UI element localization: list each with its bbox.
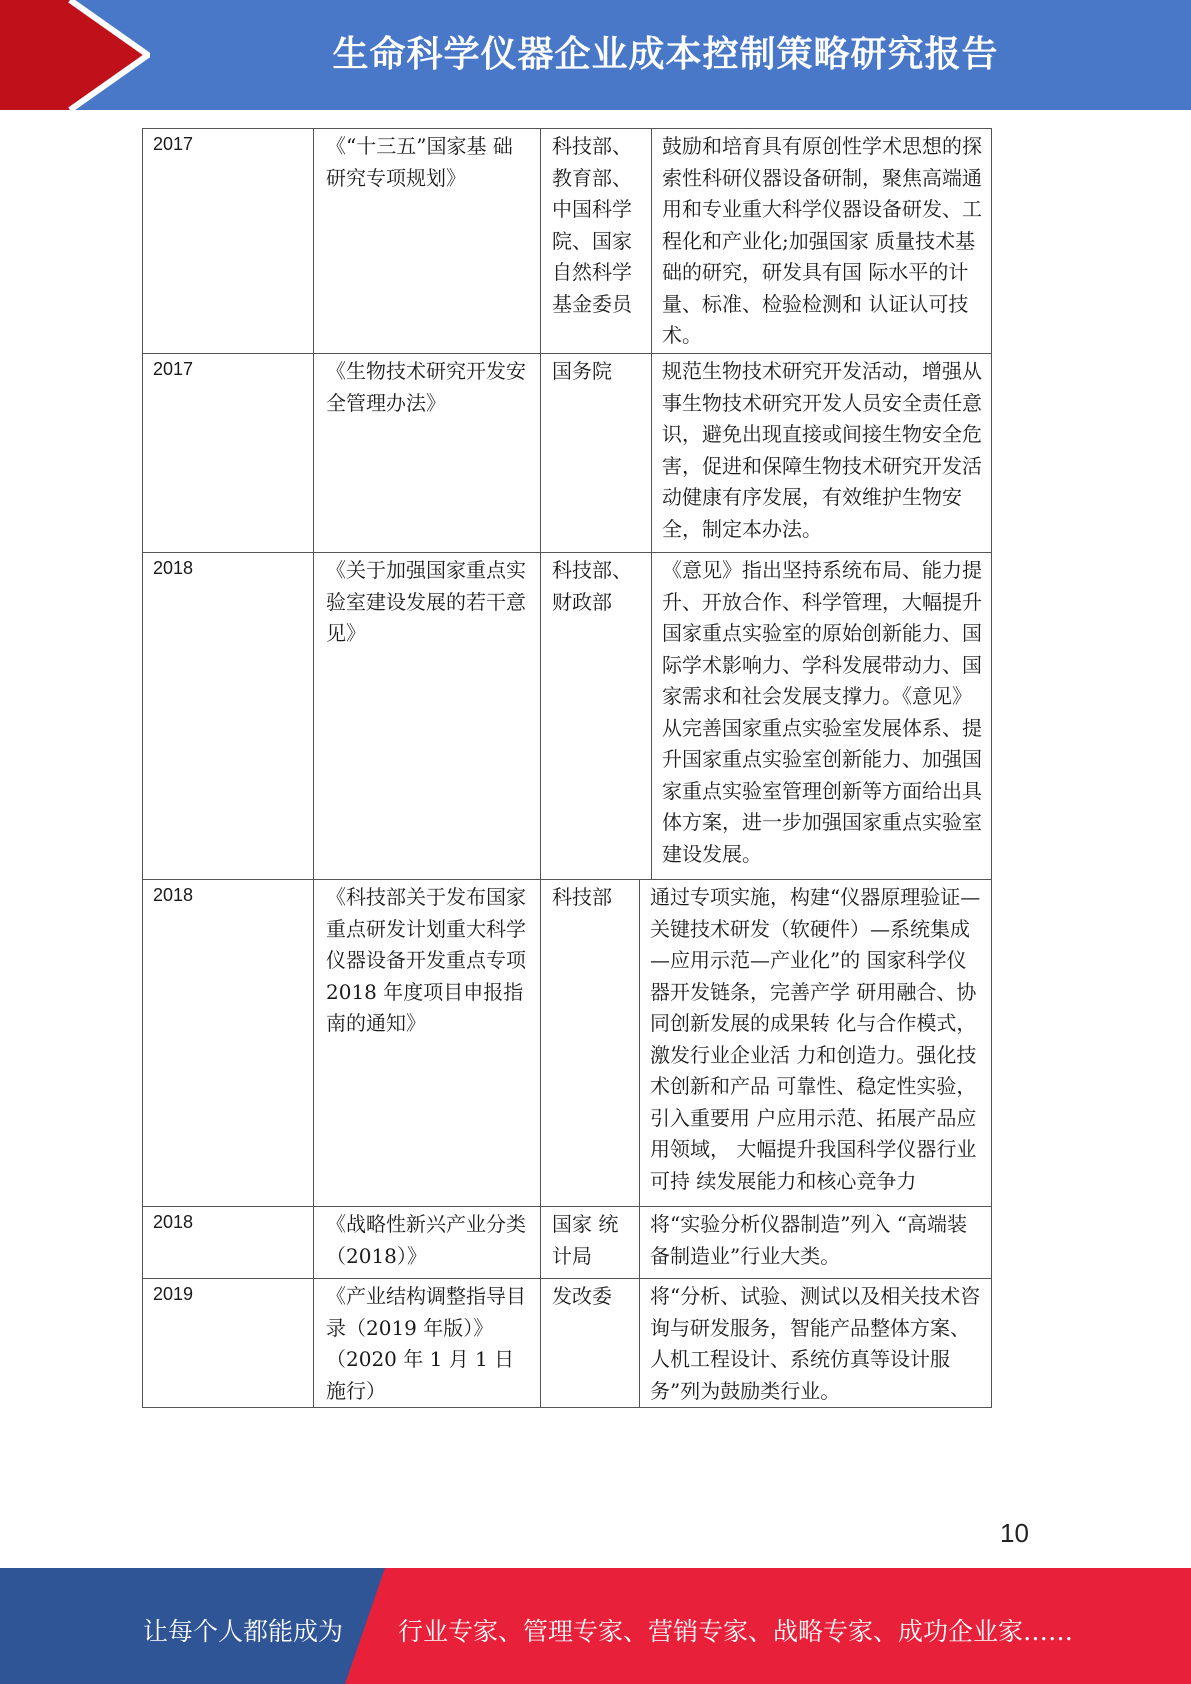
policy-title-cell: 《产业结构调整指导目录（2019 年版）》（2020 年 1 月 1 日施行） [313, 1279, 540, 1407]
policy-title-cell: 《“十三五”国家基 础研究专项规划》 [313, 129, 540, 353]
policy-title-cell: 《生物技术研究开发安全管理办法》 [313, 354, 540, 552]
year-cell: 2018 [153, 885, 194, 905]
policy-title-cell: 《科技部关于发布国家重点研发计划重大科学仪器设备开发重点专项 2018 年度项目申报指南的通知》 [313, 880, 540, 1206]
policy-title-cell: 《关于加强国家重点实验室建设发展的若干意见》 [313, 553, 540, 879]
year-cell: 2017 [153, 134, 194, 154]
page-title: 生命科学仪器企业成本控制策略研究报告 [332, 34, 999, 75]
table-row [143, 353, 991, 552]
description-cell: 通过专项实施，构建“仪器原理验证—关键技术研发（软硬件）—系统集成—应用示范—产业化”的 国家科学仪器开发链条，完善产学 研用融合、协同创新发展的成果转 化与合作模式，激发行业企业活 力和创造力。强化技术创新和产品 可靠性、稳定性实验，引入重要用 户应用示范、拓展产品应用领域， 大幅提升我国科学仪器行业可持 续发展能力和核心竞争力 [639, 880, 991, 1206]
department-cell: 科技部、教育部、中国科学院、国家自然科学基金委员 [540, 129, 639, 353]
description-cell: 鼓励和培育具有原创性学术思想的探索性科研仪器设备研制，聚焦高端通用和专业重大科学仪器设备研发、工程化和产业化;加强国家 质量技术基础的研究，研发具有国 际水平的计量、标准、检验检测和 认证认可技术。 [651, 129, 991, 353]
year-cell: 2017 [153, 359, 194, 379]
table-row [143, 1278, 991, 1407]
page-number: 10 [1000, 1518, 1029, 1548]
description-cell: 将“实验分析仪器制造”列入 “高端装备制造业”行业大类。 [639, 1207, 991, 1278]
table-row [143, 129, 991, 353]
description-cell: 规范生物技术研究开发活动，增强从事生物技术研究开发人员安全责任意识，避免出现直接或间接生物安全危害，促进和保障生物技术研究开发活动健康有序发展，有效维护生物安全，制定本办法。 [651, 354, 991, 552]
department-cell: 国家 统计局 [540, 1207, 639, 1278]
policy-table [142, 128, 992, 1408]
table-row [143, 1206, 991, 1278]
policy-title-cell: 《战略性新兴产业分类（2018）》 [313, 1207, 540, 1278]
department-cell: 国务院 [540, 354, 639, 552]
table-row [143, 879, 991, 1206]
header-arrow-decoration [0, 0, 150, 110]
department-cell: 科技部 [540, 880, 639, 1206]
description-cell: 将“分析、试验、测试以及相关技术咨询与研发服务，智能产品整体方案、人机工程设计、系统仿真等设计服务”列为鼓励类行业。 [639, 1279, 991, 1407]
footer-slogan-left: 让每个人都能成为 [143, 1617, 344, 1646]
page-header [0, 0, 1191, 110]
footer-slogan-right: 行业专家、管理专家、营销专家、战略专家、成功企业家…… [398, 1617, 1074, 1646]
department-cell: 科技部、财政部 [540, 553, 639, 879]
year-cell: 2018 [153, 1212, 194, 1232]
table-row [143, 552, 991, 879]
year-cell: 2018 [153, 558, 194, 578]
page-footer [0, 1568, 1191, 1684]
department-cell: 发改委 [540, 1279, 639, 1407]
year-cell: 2019 [153, 1284, 194, 1304]
description-cell: 《意见》指出坚持系统布局、能力提升、开放合作、科学管理，大幅提升国家重点实验室的原始创新能力、国际学术影响力、学科发展带动力、国家需求和社会发展支撑力。《意见》从完善国家重点实验室发展体系、提升国家重点实验室创新能力、加强国家重点实验室管理创新等方面给出具体方案，进一步加强国家重点实验室建设发展。 [651, 553, 991, 879]
